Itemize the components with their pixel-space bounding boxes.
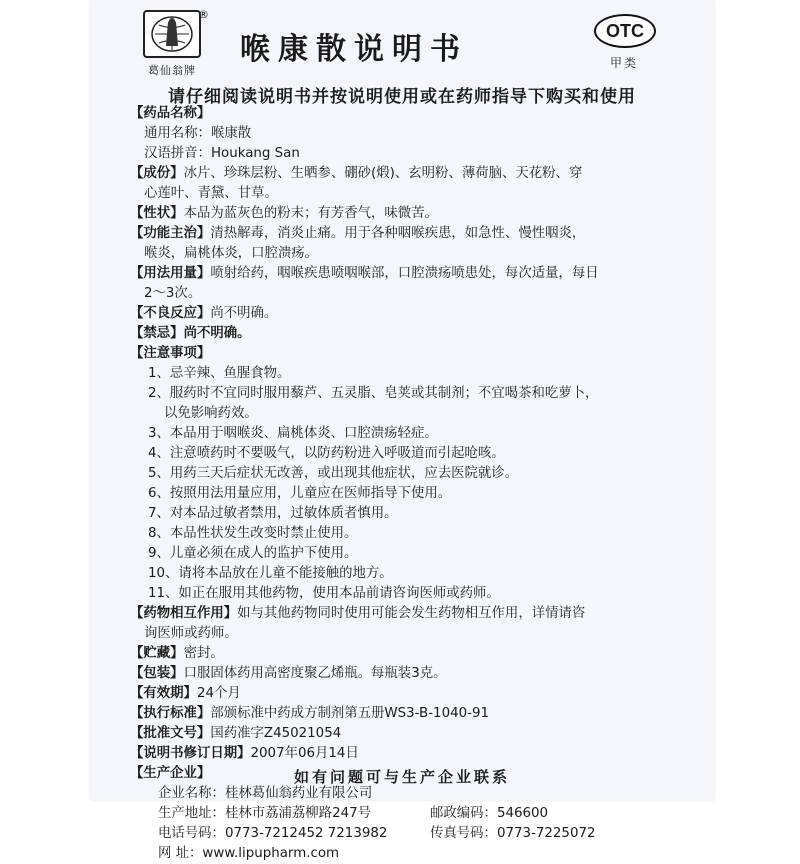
fax: 传真号码：0773-7225072 [430, 826, 596, 841]
package-text: 口服固体药用高密度聚乙烯瓶。每瓶装3克。 [183, 666, 447, 681]
precaution-item: 5、用药三天后症状无改善，或出现其他症状，应去医院就诊。 [148, 466, 519, 481]
indications-section [130, 224, 690, 244]
precaution-item: 6、按照用法用量应用，儿童应在医师指导下使用。 [148, 486, 452, 501]
dosage-section [130, 264, 690, 284]
storage-heading: 【贮藏】 [130, 646, 184, 661]
manufacturer-heading: 【生产企业】 [130, 766, 211, 781]
precaution-item: 11、如正在服用其他药物，使用本品前请咨询医师或药师。 [148, 586, 500, 601]
brand-logo [140, 8, 209, 77]
package-heading: 【包装】 [130, 666, 184, 681]
precaution-item: 3、本品用于咽喉炎、扁桃体炎、口腔溃疡轻症。 [148, 426, 438, 441]
interactions-text-cont: 询医师或药师。 [144, 626, 238, 641]
standard-section [130, 704, 690, 724]
ingredients-text-cont: 心莲叶、青黛、甘草。 [144, 186, 278, 201]
precaution-item: 1、忌辛辣、鱼腥食物。 [148, 366, 291, 381]
package-section [130, 664, 690, 684]
description-section [130, 204, 690, 224]
adverse-section [130, 304, 690, 324]
usage-notice: 请仔细阅读说明书并按说明使用或在药师指导下购买和使用 [168, 87, 636, 107]
validity-text: 24个月 [196, 686, 241, 701]
contraindications-text: 尚不明确。 [183, 326, 251, 341]
indications-heading: 【功能主治】 [130, 226, 211, 241]
standard-text: 部颁标准中药成方制剂第五册WS3-B-1040-91 [210, 706, 490, 721]
phone: 电话号码：0773-7212452 7213982 [158, 826, 388, 841]
contact-footer: 如有问题可与生产企业联系 [293, 768, 510, 786]
address-row [130, 804, 690, 824]
ingredients-heading: 【成份】 [130, 166, 184, 181]
postcode: 邮政编码：546600 [430, 806, 549, 821]
validity-heading: 【有效期】 [130, 686, 197, 701]
address: 生产地址：桂林市荔浦荔柳路247号 [158, 806, 372, 821]
dosage-text-cont: 2～3次。 [144, 286, 202, 301]
leaflet-page [90, 0, 714, 861]
contraindications-heading: 【禁忌】 [130, 326, 184, 341]
pinyin-name: 汉语拼音：Houkang San [144, 146, 300, 161]
otc-class: 甲类 [609, 56, 638, 70]
adverse-text: 尚不明确。 [210, 306, 278, 321]
precaution-item: 10、请将本品放在儿童不能接触的地方。 [148, 566, 393, 581]
ingredients-text: 冰片、珍珠层粉、生晒参、硼砂(煅)、玄明粉、薄荷脑、天花粉、穿 [183, 166, 583, 181]
interactions-text: 如与其他药物同时使用可能会发生药物相互作用，详情请咨 [237, 606, 586, 621]
brand-name: 葛仙翁牌 [148, 64, 196, 77]
description-heading: 【性状】 [130, 206, 184, 221]
interactions-heading: 【药物相互作用】 [130, 606, 238, 621]
contraindications-section [130, 324, 690, 344]
otc-mark [594, 14, 654, 71]
drug-name-heading: 【药品名称】 [130, 106, 211, 121]
dosage-text: 喷射给药，咽喉疾患喷咽喉部，口腔溃疡喷患处，每次适量，每日 [210, 266, 599, 281]
document-title: 喉康散说明书 [240, 32, 468, 67]
website: 网 址：www.lipupharm.com [158, 846, 340, 861]
leaflet-body [130, 104, 690, 864]
registered-mark: ® [198, 8, 209, 21]
adverse-heading: 【不良反应】 [130, 306, 211, 321]
precaution-item: 9、儿童必须在成人的监护下使用。 [148, 546, 358, 561]
approval-text: 国药准字Z45021054 [210, 726, 342, 741]
indications-text: 清热解毒，消炎止痛。用于各种咽喉疾患，如急性、慢性咽炎， [210, 226, 586, 241]
precaution-item: 4、注意喷药时不要吸气，以防药粉进入呼吸道而引起呛咳。 [148, 446, 505, 461]
precaution-item: 2、服药时不宜同时服用藜芦、五灵脂、皂荚或其制剂；不宜喝茶和吃萝卜， [148, 386, 599, 401]
approval-heading: 【批准文号】 [130, 726, 211, 741]
approval-section [130, 724, 690, 744]
revision-heading: 【说明书修订日期】 [130, 746, 251, 761]
standard-heading: 【执行标准】 [130, 706, 211, 721]
precaution-item: 7、对本品过敏者禁用，过敏体质者慎用。 [148, 506, 398, 521]
leaflet-header [90, 0, 714, 80]
dosage-heading: 【用法用量】 [130, 266, 211, 281]
storage-section [130, 644, 690, 664]
otc-badge: OTC [594, 14, 656, 48]
validity-section [130, 684, 690, 704]
company-name: 企业名称：桂林葛仙翁药业有限公司 [158, 786, 373, 801]
precautions-heading: 【注意事项】 [130, 346, 211, 361]
indications-text-cont: 喉炎，扁桃体炎，口腔溃疡。 [144, 246, 319, 261]
precaution-item-cont: 以免影响药效。 [164, 406, 258, 421]
immortal-emblem-icon [143, 10, 201, 58]
revision-section [130, 744, 690, 764]
interactions-section [130, 604, 690, 624]
description-text: 本品为蓝灰色的粉末；有芳香气，味微苦。 [183, 206, 438, 221]
ingredients-section [130, 164, 690, 184]
precaution-item: 8、本品性状发生改变时禁止使用。 [148, 526, 358, 541]
phone-row [130, 824, 690, 844]
revision-text: 2007年06月14日 [250, 746, 359, 761]
storage-text: 密封。 [183, 646, 224, 661]
generic-name: 通用名称：喉康散 [144, 126, 252, 141]
